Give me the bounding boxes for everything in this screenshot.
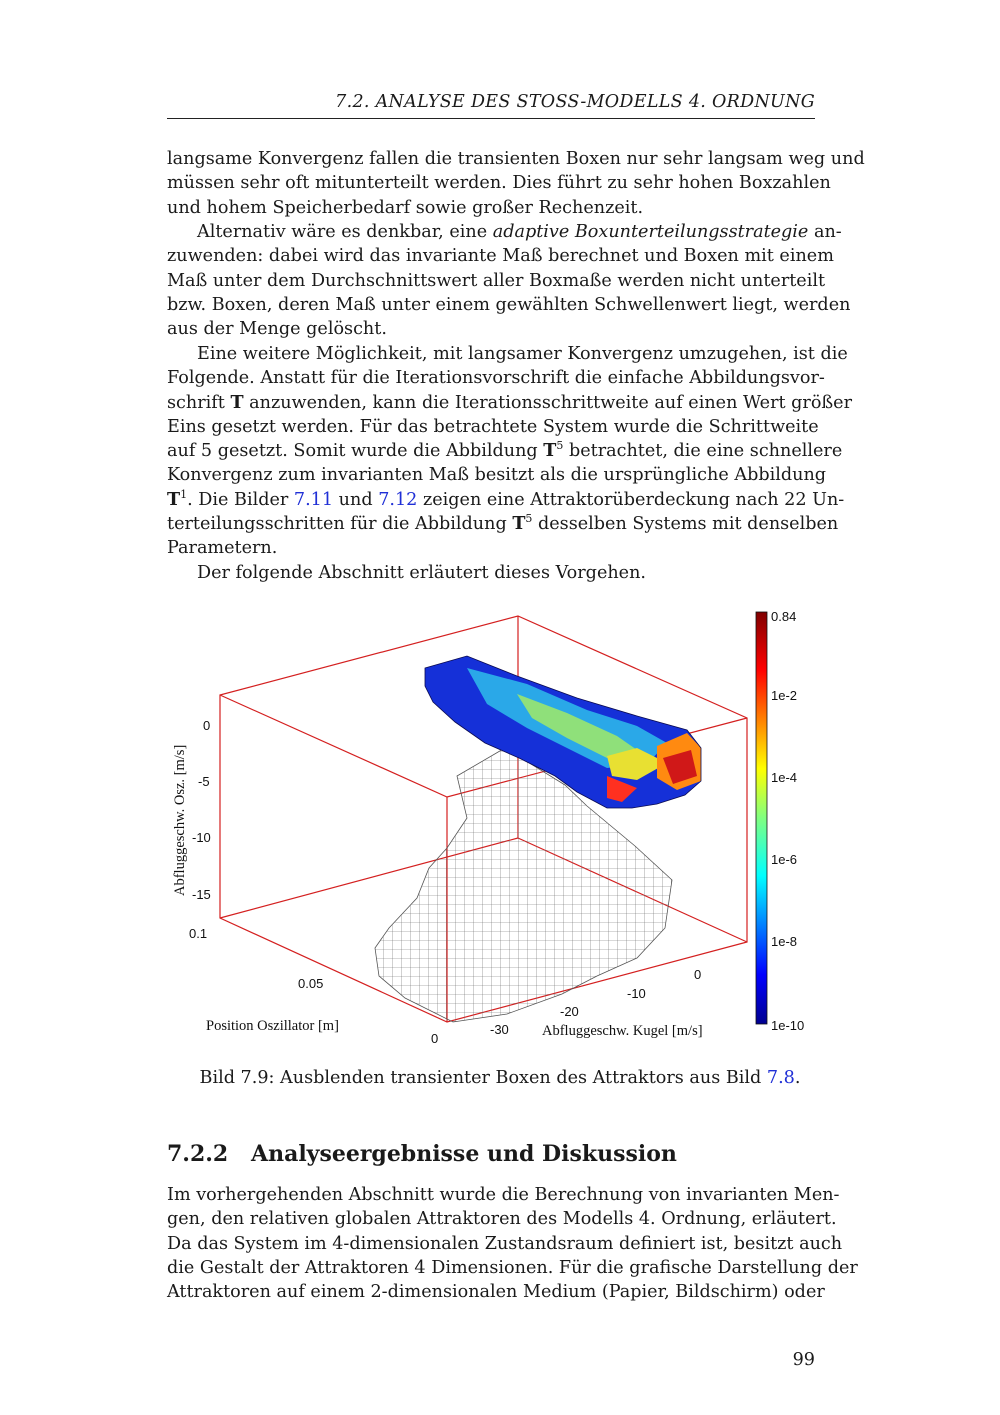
emphasis: adaptive Boxunterteilungsstrategie: [492, 222, 809, 242]
text-run: schrift: [167, 392, 231, 413]
text-line: [167, 439, 843, 463]
text-line: Attraktoren auf einem 2-dimensionalen Medium (Papier, Bildschirm) oder: [167, 1282, 825, 1303]
text-line: Im vorhergehenden Abschnitt wurde die Berechnung von invarianten Men-: [167, 1185, 840, 1205]
x-axis-label: Position Oszillator [m]: [206, 1018, 339, 1034]
paragraph-4: [167, 561, 815, 585]
z-axis-label: Abfluggeschw. Osz. [m/s]: [172, 744, 188, 896]
attractor-figure: [167, 598, 827, 1053]
running-header: [167, 90, 815, 119]
text-line: langsame Konvergenz fallen die transienten Boxen nur sehr langsam weg und: [167, 149, 865, 169]
y-tick: 0: [694, 967, 702, 982]
symbol-T: T: [167, 488, 181, 510]
paragraph-3: [167, 342, 852, 561]
figure-ref-link[interactable]: 7.11: [293, 489, 334, 510]
figure-caption: [0, 1068, 1000, 1088]
superscript: 1: [180, 487, 188, 501]
text-line: bzw. Boxen, deren Maß unter einem gewählten Schwellenwert liegt, werden: [167, 294, 851, 315]
running-title: 7.2. ANALYSE DES STOSS-MODELLS 4. ORDNUNG: [335, 92, 815, 112]
text-line: Konvergenz zum invarianten Maß besitzt als die ursprüngliche Abbildung: [167, 465, 827, 486]
text-line: [167, 391, 852, 415]
section-heading: [167, 1141, 677, 1167]
colorbar-tick: 0.84: [771, 609, 797, 624]
colorbar-tick: 1e-10: [771, 1018, 805, 1033]
colorbar-tick: 1e-8: [771, 934, 798, 949]
attractor-plot: [167, 598, 827, 1053]
z-tick: -15: [192, 887, 211, 902]
colorbar-tick: 1e-6: [771, 852, 798, 867]
text-line: Parametern.: [167, 538, 278, 559]
x-tick: 0.05: [298, 976, 324, 991]
symbol-T: T: [230, 391, 244, 413]
z-axis: [172, 718, 211, 902]
text-line: Eins gesetzt werden. Für das betrachtete System wurde die Schrittweite: [167, 416, 819, 437]
z-tick: -5: [198, 774, 210, 789]
text-line: und hohem Speicherbedarf sowie großer Rechenzeit.: [167, 197, 644, 218]
y-tick: -30: [490, 1022, 509, 1037]
y-tick: -20: [560, 1004, 579, 1019]
text-run: Alternativ wäre es denkbar, eine: [197, 222, 493, 242]
text-run: auf 5 gesetzt. Somit wurde die Abbildung: [167, 441, 544, 462]
y-axis-label: Abfluggeschw. Kugel [m/s]: [542, 1023, 703, 1039]
text-run: desselben Systems mit denselben: [532, 514, 839, 535]
text-run: . Die Bilder: [187, 489, 294, 510]
text-run: an-: [808, 222, 842, 242]
text-line: Folgende. Anstatt für die Iterationsvorschrift die einfache Abbildungsvor-: [167, 368, 825, 389]
text-line: [167, 487, 845, 512]
text-line: Der folgende Abschnitt erläutert dieses Vorgehen.: [197, 563, 647, 583]
x-tick: 0.1: [189, 926, 208, 941]
y-tick: -10: [627, 986, 646, 1001]
caption-text: .: [794, 1068, 801, 1088]
text-run: und: [333, 489, 379, 510]
text-run: anzuwenden, kann die Iterationsschrittweite auf einen Wert größer: [243, 392, 852, 413]
symbol-T: T: [512, 513, 526, 535]
symbol-T: T: [543, 440, 557, 462]
paragraph-2: [167, 220, 851, 341]
text-line: müssen sehr oft mitunterteilt werden. Dies führt zu sehr hohen Boxzahlen: [167, 173, 831, 194]
text-line: aus der Menge gelöscht.: [167, 319, 387, 340]
page-number: 99: [792, 1350, 815, 1370]
z-tick: -10: [192, 830, 211, 845]
superscript: 5: [556, 439, 564, 453]
text-line: die Gestalt der Attraktoren 4 Dimensionen. Für die grafische Darstellung der: [167, 1257, 858, 1278]
figure-ref-link[interactable]: 7.12: [378, 489, 418, 510]
text-line: Maß unter dem Durchschnittswert aller Boxmaße werden nicht unterteilt: [167, 270, 826, 291]
caption-text: Bild 7.9: Ausblenden transienter Boxen des Attraktors aus Bild: [199, 1068, 767, 1088]
colorbar-tick: 1e-4: [771, 770, 798, 785]
x-tick: 0: [431, 1031, 439, 1046]
text-run: zeigen eine Attraktorüberdeckung nach 22 Un-: [417, 489, 845, 510]
colorbar-scale: [756, 612, 767, 1024]
text-line: gen, den relativen globalen Attraktoren des Modells 4. Ordnung, erläutert.: [167, 1209, 837, 1230]
colorbar-tick: 1e-2: [771, 688, 798, 703]
paragraph-5: [167, 1183, 858, 1304]
paragraph-1: [167, 147, 865, 220]
text-line: [167, 220, 842, 244]
superscript: 5: [525, 512, 533, 526]
text-line: Eine weitere Möglichkeit, mit langsamer Konvergenz umzugehen, ist die: [197, 344, 848, 364]
text-line: Da das System im 4-dimensionalen Zustandsraum definiert ist, besitzt auch: [167, 1233, 843, 1254]
text-run: terteilungsschritten für die Abbildung: [167, 514, 513, 535]
text-line: zuwenden: dabei wird das invariante Maß berechnet und Boxen mit einem: [167, 246, 834, 267]
section-title: Analyseergebnisse und Diskussion: [251, 1141, 677, 1167]
figure-ref-link[interactable]: 7.8: [766, 1068, 795, 1088]
z-tick: 0: [203, 718, 211, 733]
colorbar: [756, 609, 804, 1033]
section-number: 7.2.2: [167, 1141, 229, 1167]
text-run: betrachtet, die eine schnellere: [563, 441, 843, 462]
text-line: [167, 512, 839, 536]
